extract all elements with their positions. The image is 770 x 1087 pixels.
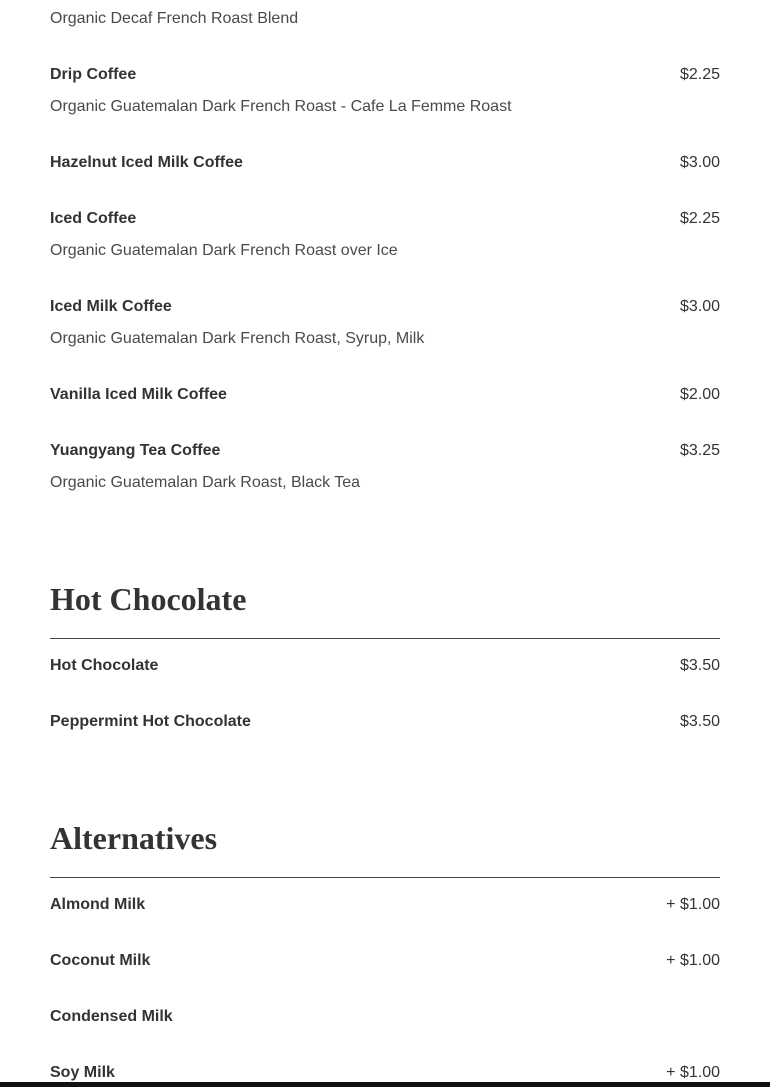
menu-item — [50, 65, 720, 117]
item-name: Iced Milk Coffee — [50, 298, 172, 315]
item-price: $2.25 — [679, 66, 720, 83]
item-name: Yuangyang Tea Coffee — [50, 442, 221, 459]
item-name: Coconut Milk — [50, 952, 151, 969]
menu-item — [50, 441, 720, 493]
item-price: $2.25 — [679, 210, 720, 227]
item-description: Organic Guatemalan Dark French Roast over Ice — [50, 242, 398, 259]
item-price: $3.50 — [679, 657, 720, 674]
menu-item-partial — [50, 9, 720, 29]
menu-item — [50, 895, 720, 915]
item-description: Organic Guatemalan Dark French Roast - Cafe La Femme Roast — [50, 98, 512, 115]
section-divider — [50, 877, 720, 878]
item-name: Peppermint Hot Chocolate — [50, 713, 251, 730]
item-description: Organic Guatemalan Dark Roast, Black Tea — [50, 474, 361, 491]
item-description: Organic Decaf French Roast Blend — [50, 10, 299, 27]
section-divider — [50, 638, 720, 639]
menu-item — [50, 385, 720, 405]
item-name: Hot Chocolate — [50, 657, 159, 674]
item-price: + $1.00 — [666, 896, 720, 913]
menu-item — [50, 297, 720, 349]
item-price: $3.00 — [679, 298, 720, 315]
item-name: Iced Coffee — [50, 210, 137, 227]
menu-item — [50, 951, 720, 971]
item-name: Hazelnut Iced Milk Coffee — [50, 154, 243, 171]
menu-item — [50, 1063, 720, 1083]
item-name: Almond Milk — [50, 896, 146, 913]
item-price: $3.00 — [679, 154, 720, 171]
item-price: + $1.00 — [666, 952, 720, 969]
menu-item — [50, 656, 720, 676]
section-title-alternatives: Alternatives — [50, 820, 218, 856]
item-description: Organic Guatemalan Dark French Roast, Syrup, Milk — [50, 330, 425, 347]
section-title-hot-chocolate: Hot Chocolate — [50, 581, 247, 617]
item-price: $3.50 — [679, 713, 720, 730]
item-name: Vanilla Iced Milk Coffee — [50, 386, 227, 403]
item-price: $2.00 — [679, 386, 720, 403]
menu-item — [50, 712, 720, 732]
item-price: + $1.00 — [666, 1064, 720, 1081]
item-price: $3.25 — [679, 442, 720, 459]
menu-item — [50, 1007, 720, 1027]
bottom-edge-bar — [0, 1082, 770, 1087]
item-name: Condensed Milk — [50, 1008, 173, 1025]
item-name: Soy Milk — [50, 1064, 115, 1081]
item-name: Drip Coffee — [50, 66, 137, 83]
menu-item — [50, 153, 720, 173]
menu-item — [50, 209, 720, 261]
